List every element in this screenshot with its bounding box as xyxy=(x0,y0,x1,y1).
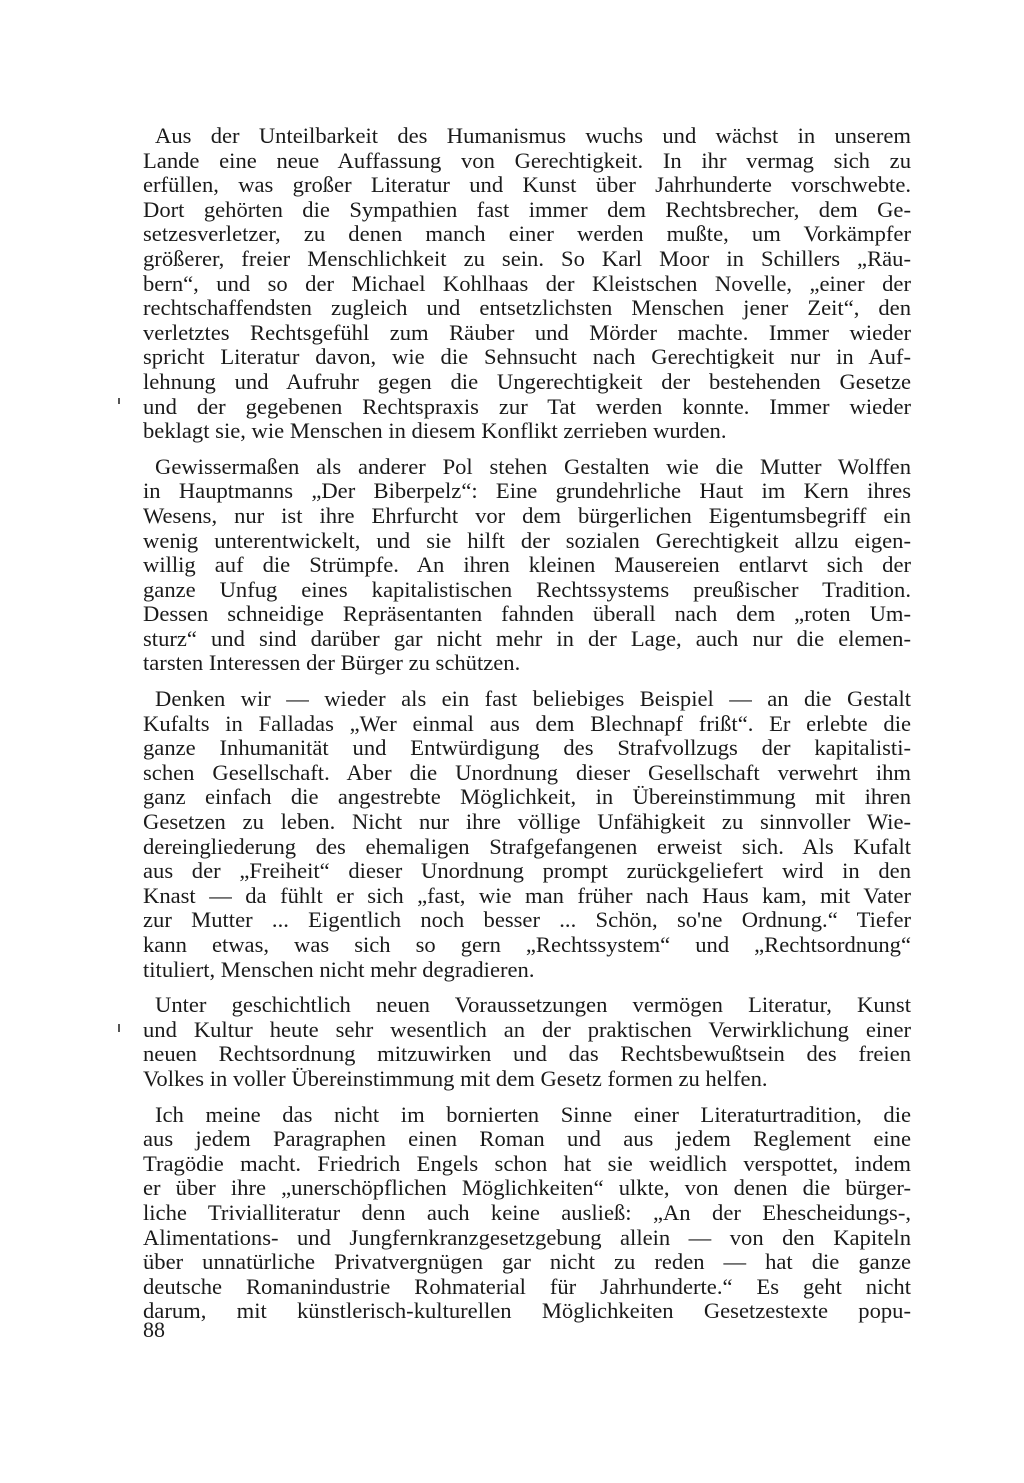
text-line: schen Gesellschaft. Aber die Unordnung dieser Gesellschaft verwehrt ihm xyxy=(143,759,911,785)
text-line: er über ihre „unerschöpflichen Möglichkeiten“ ulkte, von denen die bürger- xyxy=(143,1175,911,1201)
text-line: liche Trivialliteratur denn auch keine ausließ: „An der Ehescheidungs-, xyxy=(143,1199,911,1225)
text-line: tarsten Interessen der Bürger zu schützen. xyxy=(143,650,521,676)
text-line: aus der „Freiheit“ dieser Unordnung prompt zurückgeliefert wird in den xyxy=(143,858,911,884)
paragraph xyxy=(143,687,911,982)
text-line: erfüllen, was großer Literatur und Kunst über Jahrhunderte vorschwebte. xyxy=(143,172,911,198)
text-line: sturz“ und sind darüber gar nicht mehr in der Lage, auch nur die elemen- xyxy=(143,625,911,651)
text-line: dereingliederung des ehemaligen Strafgefangenen erweist sich. Als Kufalt xyxy=(143,833,911,859)
text-line: beklagt sie, wie Menschen in diesem Konflikt zerrieben wurden. xyxy=(143,418,727,444)
text-line: Alimentations- und Jungfernkranzgesetzgebung allein — von den Kapiteln xyxy=(143,1224,911,1250)
paragraph xyxy=(143,993,911,1091)
text-line: Dort gehörten die Sympathien fast immer dem Rechtsbrecher, dem Ge- xyxy=(143,196,911,222)
margin-mark xyxy=(118,1024,120,1032)
text-line: Unter geschichtlich neuen Voraussetzungen vermögen Literatur, Kunst xyxy=(155,992,911,1018)
text-line: willig auf die Strümpfe. An ihren kleinen Mausereien entlarvt sich der xyxy=(143,552,911,578)
text-line: und Kultur heute sehr wesentlich an der praktischen Verwirklichung einer xyxy=(143,1016,911,1042)
text-line: Volkes in voller Übereinstimmung mit dem Gesetz formen zu helfen. xyxy=(143,1065,768,1091)
text-line: Gesetzen zu leben. Nicht nur ihre völlige Unfähigkeit zu sinnvoller Wie- xyxy=(143,809,911,835)
text-line: lehnung und Aufruhr gegen die Ungerechtigkeit der bestehenden Gesetze xyxy=(143,368,911,394)
text-line: bern“, und so der Michael Kohlhaas der Kleistschen Novelle, „einer der xyxy=(143,270,911,296)
text-line: ganz einfach die angestrebte Möglichkeit, in Übereinstimmung mit ihren xyxy=(143,784,911,810)
text-line: ganze Inhumanität und Entwürdigung des Strafvollzugs der kapitalisti- xyxy=(143,735,911,761)
text-line: über unnatürliche Privatvergnügen gar nicht zu reden — hat die ganze xyxy=(143,1249,911,1275)
text-line: setzesverletzer, zu denen manch einer werden mußte, um Vorkämpfer xyxy=(143,221,911,247)
text-line: und der gegebenen Rechtspraxis zur Tat werden konnte. Immer wieder xyxy=(143,393,911,419)
body-text xyxy=(143,124,911,1324)
text-line: zur Mutter ... Eigentlich noch besser ... Schön, so'ne Ordnung.“ Tiefer xyxy=(143,907,911,933)
text-line: tituliert, Menschen nicht mehr degradieren. xyxy=(143,956,535,982)
paragraph xyxy=(143,124,911,444)
text-line: wenig unterentwickelt, und sie hilft der sozialen Gerechtigkeit allzu eigen- xyxy=(143,527,911,553)
text-line: größerer, freier Menschlichkeit zu sein. So Karl Moor in Schillers „Räu- xyxy=(143,245,911,271)
text-line: rechtschaffendsten zugleich und entsetzlichsten Menschen jener Zeit“, den xyxy=(143,295,911,321)
text-line: ganze Unfug eines kapitalistischen Rechtssystems preußischer Tradition. xyxy=(143,576,911,602)
text-line: spricht Literatur davon, wie die Sehnsucht nach Gerechtigkeit nur in Auf- xyxy=(143,344,911,370)
text-line: Kufalts in Falladas „Wer einmal aus dem Blechnapf frißt“. Er erlebte die xyxy=(143,710,911,736)
paragraph xyxy=(143,455,911,676)
text-line: verletztes Rechtsgefühl zum Räuber und Mörder machte. Immer wieder xyxy=(143,319,911,345)
text-line: in Hauptmanns „Der Biberpelz“: Eine grundehrliche Haut im Kern ihres xyxy=(143,478,911,504)
text-line: Tragödie macht. Friedrich Engels schon hat sie weidlich verspottet, indem xyxy=(143,1150,911,1176)
text-line: darum, mit künstlerisch-kulturellen Möglichkeiten Gesetzestexte popu- xyxy=(143,1298,911,1324)
text-line: Dessen schneidige Repräsentanten fahnden überall nach dem „roten Um- xyxy=(143,601,911,627)
text-line: Knast — da fühlt er sich „fast, wie man früher nach Haus kam, mit Vater xyxy=(143,882,911,908)
text-line: neuen Rechtsordnung mitzuwirken und das Rechtsbewußtsein des freien xyxy=(143,1041,911,1067)
text-line: Wesens, nur ist ihre Ehrfurcht vor dem bürgerlichen Eigentumsbegriff ein xyxy=(143,502,911,528)
text-line: Ich meine das nicht im bornierten Sinne einer Literaturtradition, die xyxy=(155,1101,911,1127)
margin-mark xyxy=(118,398,120,404)
page-number: 88 xyxy=(143,1317,165,1342)
text-line: Gewissermaßen als anderer Pol stehen Gestalten wie die Mutter Wolffen xyxy=(155,453,911,479)
text-line: kann etwas, was sich so gern „Rechtssystem“ und „Rechtsordnung“ xyxy=(143,932,911,957)
text-line: Aus der Unteilbarkeit des Humanismus wuchs und wächst in unserem xyxy=(155,123,911,148)
text-line: Denken wir — wieder als ein fast beliebiges Beispiel — an die Gestalt xyxy=(155,686,911,712)
text-line: Lande eine neue Auffassung von Gerechtigkeit. In ihr vermag sich zu xyxy=(143,147,911,173)
paragraph xyxy=(143,1103,911,1324)
text-line: aus jedem Paragraphen einen Roman und aus jedem Reglement eine xyxy=(143,1126,911,1152)
text-line: deutsche Romanindustrie Rohmaterial für Jahrhunderte.“ Es geht nicht xyxy=(143,1273,911,1299)
